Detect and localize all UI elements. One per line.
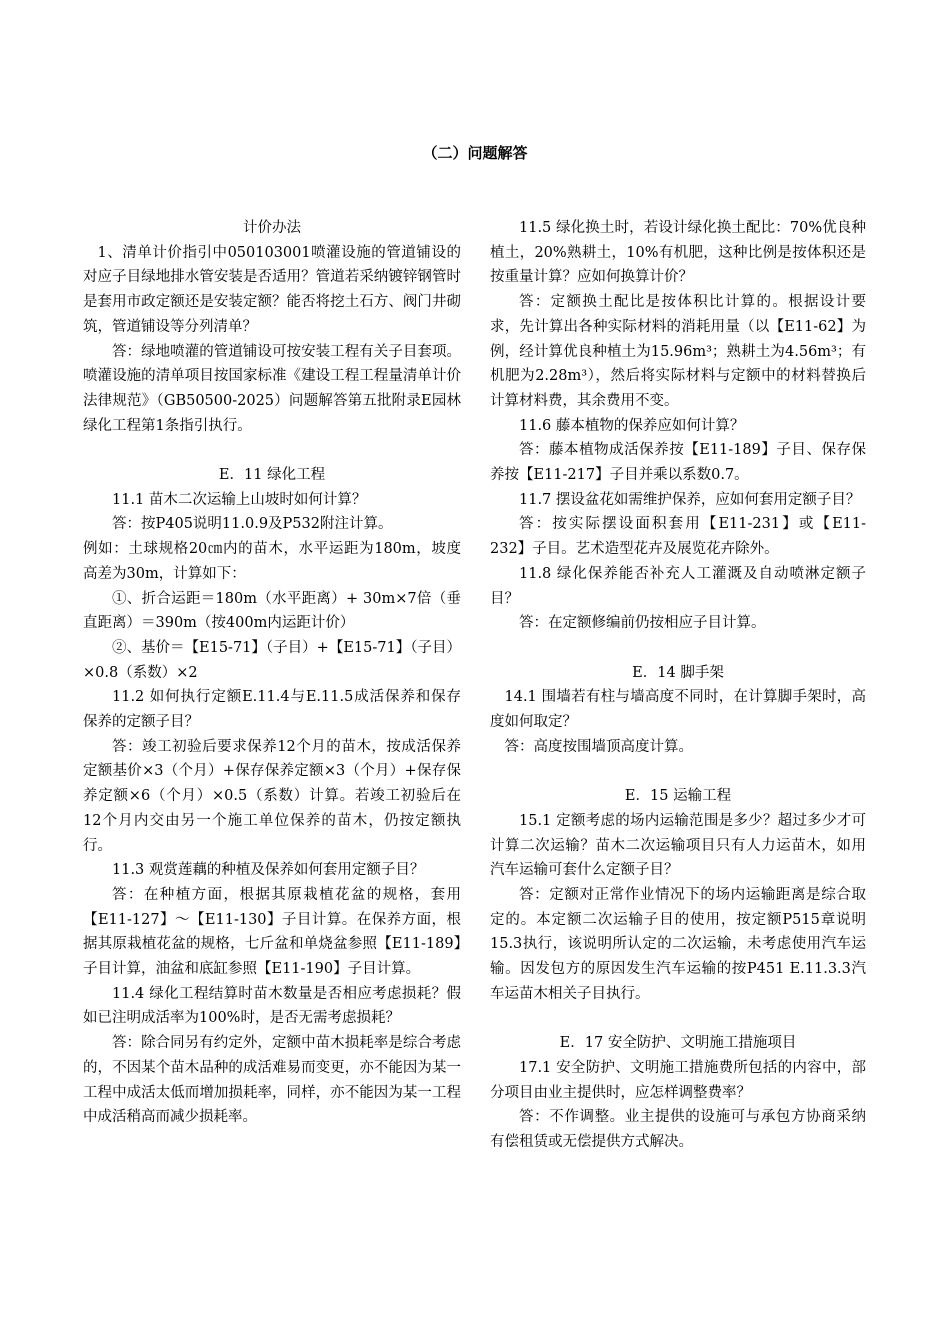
answer-11-1-calc-2: ②、基价＝【E15-71】（子目）+【E15-71】（子目）×0.8（系数）×2	[83, 639, 461, 681]
answer-11-4: 答：除合同另有约定外，定额中苗木损耗率是综合考虑的，不因某个苗木品种的成活难易而变更，亦不能因为某一工程中成活太低而增加损耗率，同样，亦不能因为某一工程中成活稍高而减少损耗率。	[83, 1035, 461, 1126]
answer-11-2: 答：竣工初验后要求保养12个月的苗木，按成活保养定额基价×3（个月）+保存保养定额×3（个月）+保存保养定额×6（个月）×0.5（系数）计算。若竣工初验后在12个月内交由另一个施工单位保养的苗木，仍按定额执行。	[83, 738, 461, 854]
right-column	[490, 216, 866, 1155]
page-title: （二）问题解答	[422, 144, 528, 162]
question-11-1: 11.1 苗木二次运输上山坡时如何计算？	[112, 491, 367, 508]
section-heading-pricing: 计价办法	[243, 220, 301, 236]
section-heading-e11: E．11 绿化工程	[218, 467, 326, 484]
section-heading-e14: E．14 脚手架	[632, 664, 724, 681]
answer-11-5: 答：定额换土配比是按体积比计算的。根据设计要求，先计算出各种实际材料的消耗用量（以【E11-62】为例，经计算优良种植土为15.96m³；熟耕土为4.56m³；有机肥为2.28m³），然后将实际材料与定额中的材料替换后计算材料费，其余费用不变。	[490, 294, 866, 409]
answer-15-1: 答：定额对正常作业情况下的场内运输距离是综合取定的。本定额二次运输子目的使用，按定额P515章说明15.3执行，该说明所认定的二次运输，未考虑使用汽车运输。因发包方的原因发生汽车运输的按P451 E.11.3.3汽车运苗木相关子目执行。	[490, 886, 866, 1002]
question-11-4: 11.4 绿化工程结算时苗木数量是否相应考虑损耗？假如已注明成活率为100%时，是否无需考虑损耗？	[83, 985, 461, 1027]
question-11-7: 11.7 摆设盆花如需维护保养，应如何套用定额子目？	[519, 491, 861, 508]
answer-11-1-calc-1: ①、折合运距＝180m（水平距离）+ 30m×7倍（垂直距离）＝390m（按400m内运距计价）	[83, 590, 461, 632]
answer-17-1: 答：不作调整。业主提供的设施可与承包方协商采纳有偿租赁或无偿提供方式解决。	[490, 1109, 866, 1150]
question-15-1: 15.1 定额考虑的场内运输范围是多少？超过多少才可计算二次运输？苗木二次运输项目只有人力运苗木，如用汽车运输可套什么定额子目？	[490, 812, 866, 879]
answer-1: 答：绿地喷灌的管道铺设可按安装工程有关子目套项。喷灌设施的清单项目按国家标准《建设工程工程量清单计价法律规范》（GB50500-2025）问题解答第五批附录E园林绿化工程第1条指引执行。	[83, 343, 461, 434]
question-11-3: 11.3 观赏莲藕的种植及保养如何套用定额子目？	[112, 862, 425, 879]
answer-11-1-example: 例如：土球规格20㎝内的苗木，水平运距为180m，坡度高差为30m，计算如下：	[83, 541, 461, 582]
question-11-5: 11.5 绿化换土时，若设计绿化换土配比：70%优良种植土，20%熟耕土，10%有机肥，这种比例是按体积还是按重量计算？应如何换算计价？	[490, 220, 866, 286]
answer-11-8: 答：在定额修编前仍按相应子目计算。	[519, 615, 766, 632]
answer-11-7: 答：按实际摆设面积套用【E11-231】或【E11-232】子目。艺术造型花卉及展览花卉除外。	[490, 516, 866, 558]
left-column	[83, 216, 461, 1130]
question-14-1: 14.1 围墙若有柱与墙高度不同时，在计算脚手架时，高度如何取定？	[490, 689, 866, 731]
question-11-6: 11.6 藤本植物的保养应如何计算？	[519, 417, 745, 434]
answer-11-1: 答：按P405说明11.0.9及P532附注计算。	[112, 516, 393, 533]
question-11-2: 11.2 如何执行定额E.11.4与E.11.5成活保养和保存保养的定额子目？	[83, 689, 461, 731]
answer-11-6: 答：藤本植物成活保养按【E11-189】子目、保存保养按【E11-217】子目并乘以系数0.7。	[490, 442, 866, 484]
question-17-1: 17.1 安全防护、文明施工措施费所包括的内容中，部分项目由业主提供时，应怎样调整费率？	[490, 1059, 866, 1101]
question-1: 1、清单计价指引中050103001喷灌设施的管道铺设的对应子目绿地排水管安装是否适用？管道若采纳镀锌钢管时是套用市政定额还是安装定额？能否将挖土石方、阀门井砌筑，管道铺设等分列清单？	[83, 244, 461, 335]
answer-11-3: 答：在种植方面，根据其原栽植花盆的规格，套用【E11-127】～【E11-130】子目计算。在保养方面，根据其原栽植花盆的规格，七斤盆和单烧盆参照【E11-189】子目计算，油盆和底缸参照【E11-190】子目计算。	[83, 886, 461, 978]
section-heading-e15: E．15 运输工程	[624, 788, 732, 805]
answer-14-1: 答：高度按围墙顶高度计算。	[504, 738, 693, 755]
section-heading-e17: E．17 安全防护、文明施工措施项目	[559, 1035, 797, 1052]
question-11-8: 11.8 绿化保养能否补充人工灌溉及自动喷淋定额子目？	[490, 565, 866, 607]
